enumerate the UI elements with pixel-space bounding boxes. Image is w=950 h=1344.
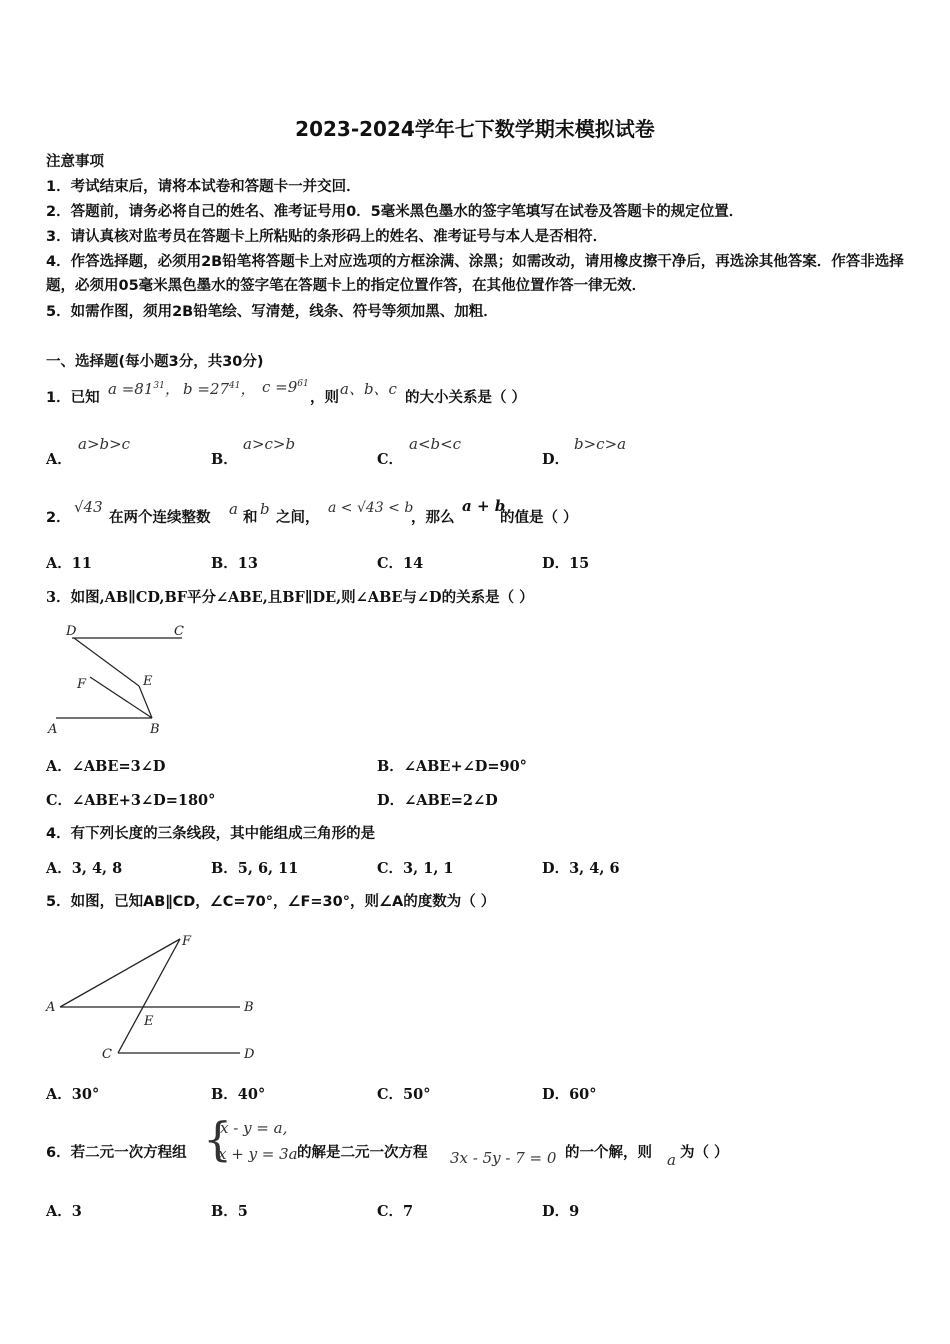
q3-option-c[interactable]: C．∠ABE+3∠D=180° [46, 792, 216, 809]
q5-label-b: B [244, 1000, 254, 1015]
q2-option-d[interactable]: D．15 [542, 555, 590, 572]
q3-label-e: E [143, 674, 153, 689]
section-heading: 一、选择题(每小题3分，共30分) [46, 354, 264, 370]
q6-var-a: a [667, 1151, 676, 1169]
q6-text-2: 的一个解，则 [565, 1145, 652, 1161]
q4-option-b[interactable]: B．5, 6, 11 [211, 860, 299, 877]
q2-sqrt: √43 [74, 498, 103, 516]
notice-item-4: 4．作答选择题，必须用2B铅笔将答题卡上对应选项的方框涂满、涂黑；如需改动，请用橡皮擦干净后，再选涂其他答案．作答非选择题，必须用05毫米黑色墨水的签字笔在答题卡上的指定位置作答，在其他位置作答一律无效． [46, 254, 904, 294]
q2-text-2: 和 [243, 510, 258, 526]
q6-number: 6．若二元一次方程组 [46, 1145, 187, 1161]
q6-brace: { [203, 1112, 233, 1166]
q2-text-5: 的值是（ ） [500, 510, 578, 526]
q2-text-1: 在两个连续整数 [109, 510, 211, 526]
q6-option-b[interactable]: B．5 [211, 1203, 248, 1220]
q6-option-d[interactable]: D．9 [542, 1203, 580, 1220]
q4-option-c[interactable]: C．3, 1, 1 [377, 860, 454, 877]
q3-label-d: D [66, 624, 77, 639]
notice-item-5: 5．如需作图，须用2B铅笔绘、写清楚，线条、符号等须加黑、加粗． [46, 304, 498, 320]
q1-option-b[interactable]: a>c>b [243, 435, 296, 453]
q2-sum: a + b [462, 497, 506, 515]
q3-option-a[interactable]: A．∠ABE=3∠D [46, 758, 166, 775]
q6-option-a[interactable]: A．3 [46, 1203, 82, 1220]
q1-option-c[interactable]: a<b<c [409, 435, 462, 453]
q6-text-1: 的解是二元一次方程 [297, 1145, 428, 1161]
q5-label-e: E [144, 1014, 154, 1029]
q1-option-d-label: D． [542, 451, 570, 468]
q3-label-c: C [174, 624, 184, 639]
q6-text-3: 为（ ） [680, 1145, 729, 1161]
q4-text: 4．有下列长度的三条线段，其中能组成三角形的是 [46, 826, 376, 842]
q1-option-d[interactable]: b>c>a [574, 435, 627, 453]
q6-option-c[interactable]: C．7 [377, 1203, 414, 1220]
q1-expr-b: $b =27^{41}$， [183, 380, 256, 398]
q2-inequality: a < √43 < b [328, 500, 414, 516]
q1-option-a[interactable]: a>b>c [78, 435, 131, 453]
q5-figure [42, 925, 272, 1067]
q4-option-a[interactable]: A．3, 4, 8 [46, 860, 123, 877]
page-title: 2023-2024学年七下数学期末模拟试卷 [295, 117, 655, 141]
q3-label-f: F [77, 677, 87, 692]
q1-vars: a、b、c [340, 380, 397, 398]
q1-expr-a: $a =81^{31}$， [108, 380, 180, 398]
q2-option-c[interactable]: C．14 [377, 555, 424, 572]
q2-number: 2． [46, 510, 71, 526]
q5-option-a[interactable]: A．30° [46, 1086, 100, 1103]
q1-tail: 的大小关系是（ ） [405, 390, 527, 406]
q2-text-4: ，那么 [411, 510, 455, 526]
q3-figure [44, 618, 204, 740]
q1-then: ，则 [310, 390, 339, 406]
q3-option-b[interactable]: B．∠ABE+∠D=90° [377, 758, 527, 775]
q5-text: 5．如图，已知AB∥CD，∠C=70°，∠F=30°，则∠A的度数为（ ） [46, 894, 496, 910]
q2-var-b: b [260, 500, 270, 518]
q5-option-b[interactable]: B．40° [211, 1086, 266, 1103]
q3-label-a: A [48, 722, 58, 737]
q5-label-a: A [46, 1000, 56, 1015]
q3-label-b: B [150, 722, 160, 737]
q1-option-b-label: B． [211, 451, 238, 468]
q6-eq3: 3x - 5y - 7 = 0 [450, 1149, 557, 1167]
q3-option-d[interactable]: D．∠ABE=2∠D [377, 792, 498, 809]
q2-var-a: a [229, 500, 238, 518]
q5-option-d[interactable]: D．60° [542, 1086, 597, 1103]
notice-item-3: 3．请认真核对监考员在答题卡上所粘贴的条形码上的姓名、准考证号与本人是否相符． [46, 229, 608, 245]
q1-option-c-label: C． [377, 451, 404, 468]
q1-option-a-label: A． [46, 451, 72, 468]
q1-number: 1．已知 [46, 390, 100, 406]
q5-label-c: C [102, 1047, 112, 1062]
notice-item-1: 1．考试结束后，请将本试卷和答题卡一并交回． [46, 179, 361, 195]
notice-heading: 注意事项 [46, 154, 104, 170]
q2-option-a[interactable]: A．11 [46, 555, 92, 572]
q1-expr-c: $c =9^{61}$ [262, 378, 309, 396]
q4-option-d[interactable]: D．3, 4, 6 [542, 860, 620, 877]
q6-eq1: x - y = a, [220, 1119, 288, 1137]
q5-option-c[interactable]: C．50° [377, 1086, 431, 1103]
q6-eq2: x + y = 3a [218, 1145, 298, 1163]
q5-label-d: D [244, 1047, 255, 1062]
q5-label-f: F [182, 934, 192, 949]
q3-text: 3．如图,AB∥CD,BF平分∠ABE,且BF∥DE,则∠ABE与∠D的关系是（ ） [46, 589, 534, 606]
q2-text-3: 之间， [276, 510, 320, 526]
notice-item-2: 2．答题前，请务必将自己的姓名、准考证号用0．5毫米黑色墨水的签字笔填写在试卷及答题卡的规定位置． [46, 204, 744, 220]
q2-option-b[interactable]: B．13 [211, 555, 258, 572]
